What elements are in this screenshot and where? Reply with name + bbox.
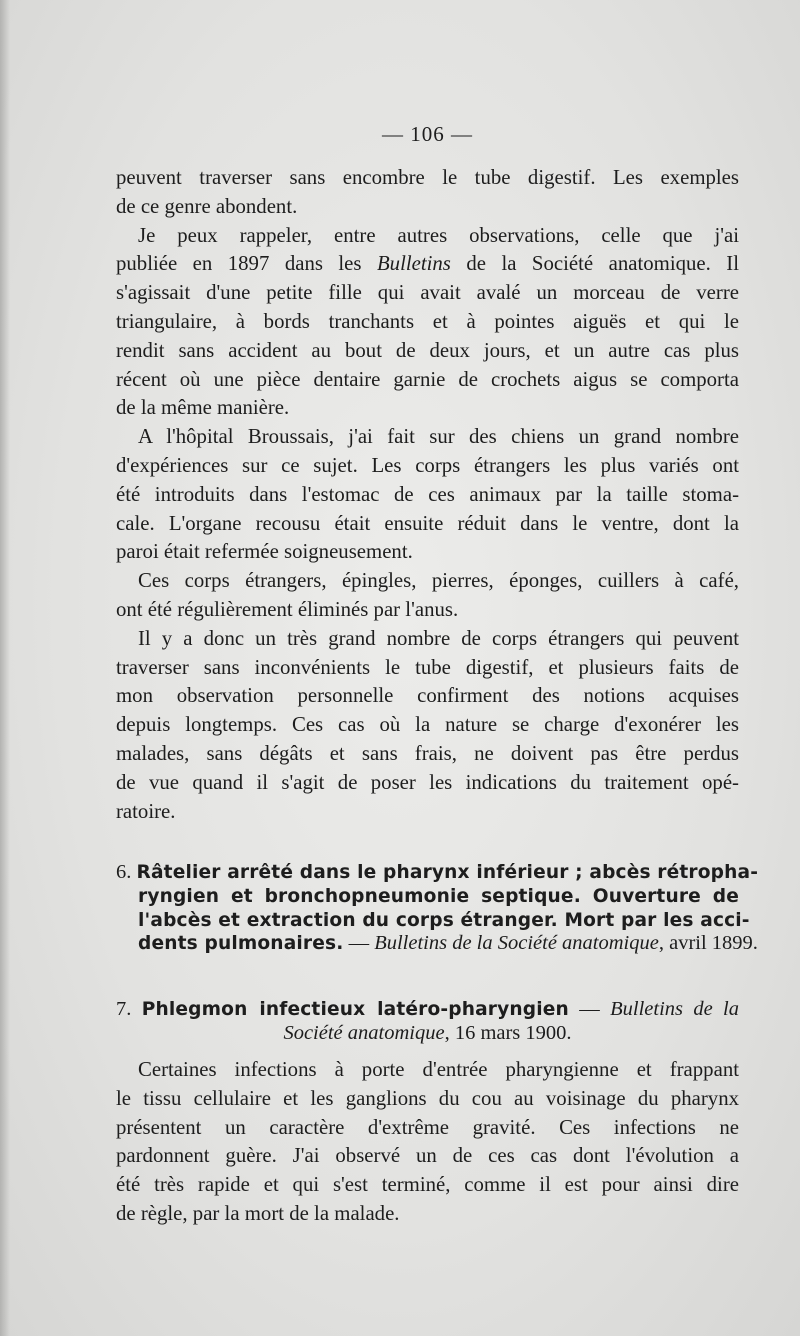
reference-line: ryngien et bronchopneumonie septique. Ouverture de — [138, 885, 739, 907]
paragraph-5 — [116, 625, 739, 827]
paragraph-3 — [116, 423, 739, 567]
page-edge-shadow — [0, 0, 10, 1336]
reference-title-fragment: Râtelier arrêté dans le pharynx inférieur ; abcès rétropha- — [136, 862, 759, 883]
text-line: Je peux rappeler, entre autres observations, celle que j'ai — [138, 223, 739, 247]
text-line: été très rapide et qui s'est terminé, comme il est pour ainsi dire — [116, 1173, 739, 1197]
paragraph-1 — [116, 164, 739, 222]
text-line: depuis longtemps. Ces cas où la nature se charge d'exonérer les — [116, 713, 739, 737]
text-line: de la même manière. — [116, 396, 290, 420]
text-line: récent où une pièce dentaire garnie de crochets aigus se comporta — [116, 367, 739, 391]
text-line: peuvent traverser sans encombre le tube digestif. Les exemples — [116, 166, 739, 189]
page-number: — 106 — — [382, 122, 473, 146]
text-line: le tissu cellulaire et les ganglions du cou au voisinage du pharynx — [116, 1086, 739, 1110]
text-line: Il y a donc un très grand nombre de corps étrangers qui peuvent — [138, 626, 739, 650]
body-text — [116, 164, 739, 826]
text-line: de ce genre abondent. — [116, 194, 298, 218]
reference-dash: — — [343, 932, 375, 955]
reference-date: , 16 mars 1900. — [444, 1021, 572, 1044]
reference-date: , avril 1899. — [658, 932, 758, 955]
text-line: Ces corps étrangers, épingles, pierres, éponges, cuillers à café, — [138, 569, 739, 593]
text-line: de vue quand il s'agit de poser les indications du traitement opé- — [116, 770, 739, 794]
paragraph-final — [116, 1056, 739, 1229]
reference-source: Bulletins de la — [610, 998, 740, 1020]
reference-source: Société anatomique — [283, 1021, 445, 1044]
reference-line — [116, 861, 759, 885]
reference-title-fragment: dents pulmonaires. — [138, 933, 344, 955]
reference-number: 7. — [116, 998, 132, 1020]
reference-dash: — — [568, 998, 611, 1020]
reference-6 — [116, 861, 759, 956]
text-line: présentent un caractère d'extrême gravité. Ces infections ne — [116, 1115, 739, 1139]
reference-line — [116, 998, 739, 1022]
text-line: d'expériences sur ce sujet. Les corps étrangers les plus variés ont — [116, 453, 739, 477]
reference-line — [116, 932, 758, 956]
paragraph-4 — [116, 567, 739, 625]
text-line: été introduits dans l'estomac de ces animaux par la taille stoma- — [116, 482, 739, 506]
text-line: mon observation personnelle confirment des notions acquises — [116, 684, 739, 708]
text-line: traverser sans inconvénients le tube digestif, et plusieurs faits de — [116, 655, 739, 679]
text-line: s'agissait d'une petite fille qui avait avalé un morceau de verre — [116, 281, 739, 305]
text-line: Certaines infections à porte d'entrée pharyngienne et frappant — [138, 1058, 739, 1081]
reference-line: l'abcès et extraction du corps étranger. Mort par les acci- — [138, 909, 750, 931]
reference-title: Phlegmon infectieux latéro-pharyngien — [141, 999, 569, 1020]
text-line: pardonnent guère. J'ai observé un de ces cas dont l'évolution a — [116, 1144, 739, 1168]
text-line: A l'hôpital Broussais, j'ai fait sur des chiens un grand nombre — [138, 425, 739, 449]
paragraph-2 — [116, 222, 739, 424]
italic-bulletins: Bulletins — [376, 252, 451, 276]
reference-source: Bulletins de la Société anatomique — [374, 932, 659, 955]
text-line: ont été régulièrement éliminés par l'anus. — [116, 597, 459, 621]
text-line: triangulaire, à bords tranchants et à pointes aiguës et qui le — [116, 309, 739, 333]
text-line — [116, 250, 739, 279]
reference-7 — [116, 998, 739, 1046]
text-line: rendit sans accident au bout de deux jours, et un autre cas plus — [116, 338, 739, 362]
text-line: cale. L'organe recousu était ensuite réduit dans le ventre, dont la — [116, 511, 739, 535]
text-fragment: publiée en 1897 dans les — [116, 252, 377, 276]
text-fragment: de la Société anatomique. Il — [450, 252, 739, 276]
text-line: ratoire. — [116, 799, 176, 823]
text-line: malades, sans dégâts et sans frais, ne doivent pas être perdus — [116, 741, 739, 765]
text-line: de règle, par la mort de la malade. — [116, 1201, 400, 1225]
reference-number: 6. — [116, 861, 132, 883]
reference-line — [116, 1022, 739, 1046]
text-line: paroi était refermée soigneusement. — [116, 540, 413, 564]
